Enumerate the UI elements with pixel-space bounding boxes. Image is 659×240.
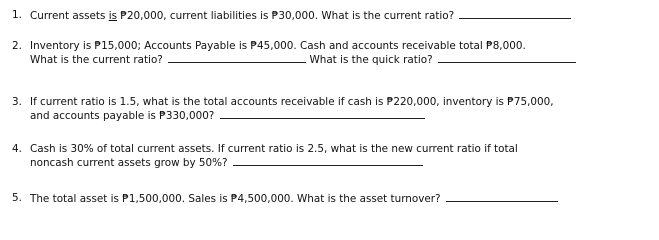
question-5: [12, 192, 645, 206]
underlined-word: is: [108, 10, 118, 22]
question-1: [12, 9, 645, 23]
question-text: Inventory is ₱15,000; Accounts Payable is ₱45,000. Cash and accounts receivable total ₱8,000. What is the current ratio? What is the quick ratio?: [30, 40, 645, 67]
question-number: 2.: [12, 40, 22, 52]
question-number: 1.: [12, 9, 22, 21]
question-text: Cash is 30% of total current assets. If current ratio is 2.5, what is the new current ratio if total noncash current assets grow by 50%?: [30, 143, 518, 169]
answer-blank[interactable]: [233, 156, 423, 166]
question-number: 4.: [12, 143, 22, 155]
current-ratio-blank[interactable]: [168, 53, 306, 63]
question-text: If current ratio is 1.5, what is the total accounts receivable if cash is ₱220,000, inventory is ₱75,000, and accounts payable is ₱330,000?: [30, 96, 554, 122]
question-number: 5.: [12, 192, 22, 204]
answer-blank[interactable]: [459, 9, 571, 19]
answer-blank[interactable]: [446, 192, 558, 202]
quick-ratio-blank[interactable]: [438, 53, 576, 63]
answer-blank[interactable]: [220, 109, 425, 119]
question-4: [12, 143, 645, 170]
question-2: [12, 40, 645, 67]
question-3: [12, 96, 645, 123]
question-text: Current assets is ₱20,000, current liabilities is ₱30,000. What is the current ratio?: [30, 9, 645, 23]
question-text: The total asset is ₱1,500,000. Sales is ₱4,500,000. What is the asset turnover?: [30, 192, 645, 206]
question-number: 3.: [12, 96, 22, 108]
